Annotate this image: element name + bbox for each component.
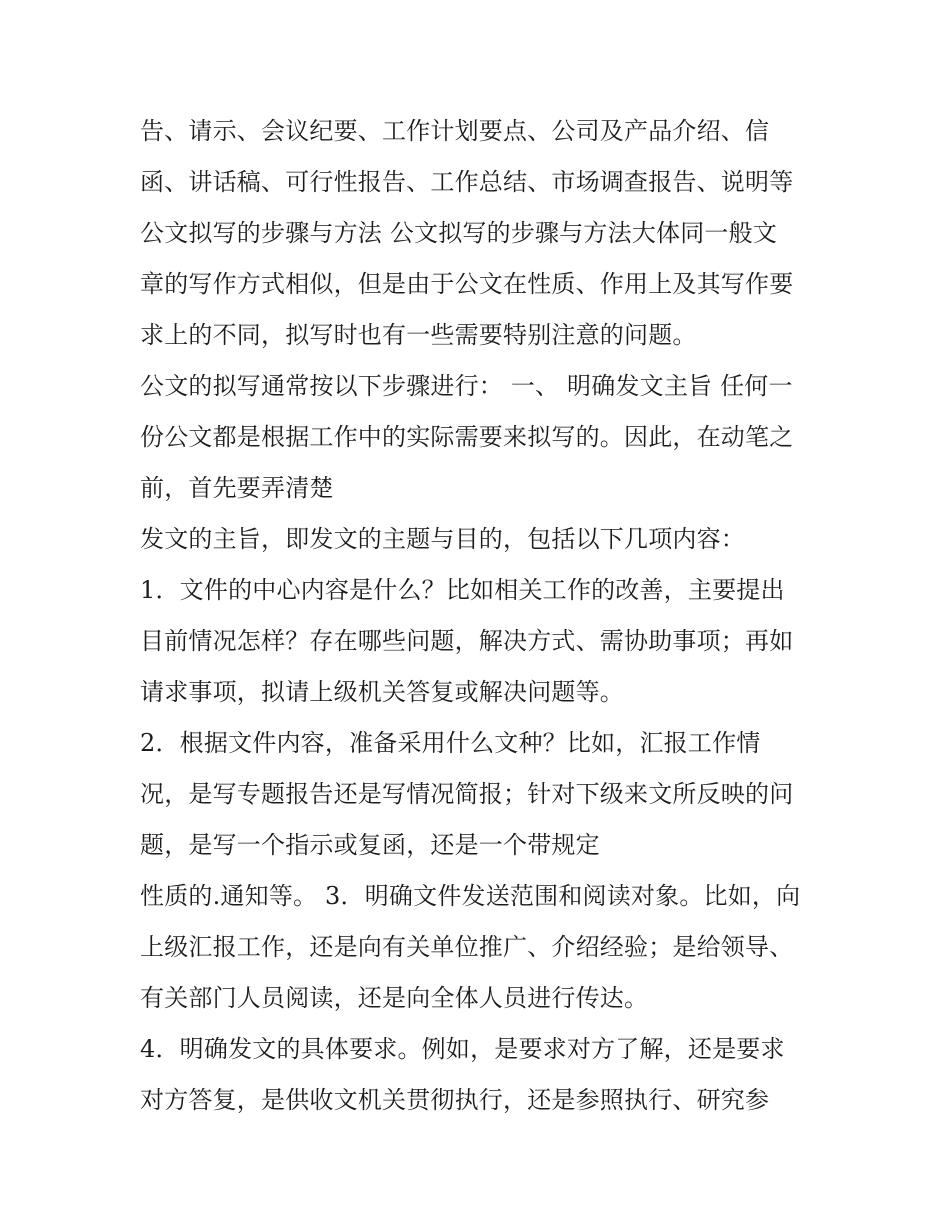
text-line: 章的写作方式相似，但是由于公文在性质、作用上及其写作要 <box>140 270 794 298</box>
text-line: 发文的主旨，即发文的主题与目的，包括以下几项内容： <box>140 525 745 553</box>
text-line: 公文拟写的步骤与方法 公文拟写的步骤与方法大体同一般文 <box>140 219 778 247</box>
text-line: 请求事项，拟请上级机关答复或解决问题等。 <box>140 678 624 706</box>
text-line: 4．明确发文的具体要求。例如，是要求对方了解，还是要求 <box>140 1035 785 1063</box>
text-line: 目前情况怎样？存在哪些问题，解决方式、需协助事项；再如 <box>140 627 794 655</box>
text-line: 2．根据文件内容，准备采用什么文种？比如，汇报工作情 <box>140 729 761 757</box>
text-line: 题，是写一个指示或复函，还是一个带规定 <box>140 831 600 859</box>
text-line: 函、讲话稿、可行性报告、工作总结、市场调查报告、说明等 <box>140 168 794 196</box>
text-line: 有关部门人员阅读，还是向全体人员进行传达。 <box>140 984 649 1012</box>
text-line: 前，首先要弄清楚 <box>140 474 334 502</box>
text-line: 份公文都是根据工作中的实际需要来拟写的。因此，在动笔之 <box>140 423 794 451</box>
text-line: 上级汇报工作，还是向有关单位推广、介绍经验；是给领导、 <box>140 933 794 961</box>
text-line: 1．文件的中心内容是什么？比如相关工作的改善，主要提出 <box>140 576 785 604</box>
text-line: 况，是写专题报告还是写情况简报；针对下级来文所反映的问 <box>140 780 794 808</box>
text-line: 性质的.通知等。 3．明确文件发送范围和阅读对象。比如，向 <box>140 882 801 910</box>
document-body <box>140 106 830 1126</box>
text-line: 公文的拟写通常按以下步骤进行： 一、 明确发文主旨 任何一 <box>140 372 793 400</box>
text-line: 对方答复，是供收文机关贯彻执行，还是参照执行、研究参 <box>140 1086 770 1114</box>
text-line: 求上的不同，拟写时也有一些需要特别注意的问题。 <box>140 321 697 349</box>
text-line: 告、请示、会议纪要、工作计划要点、公司及产品介绍、信 <box>140 117 770 145</box>
